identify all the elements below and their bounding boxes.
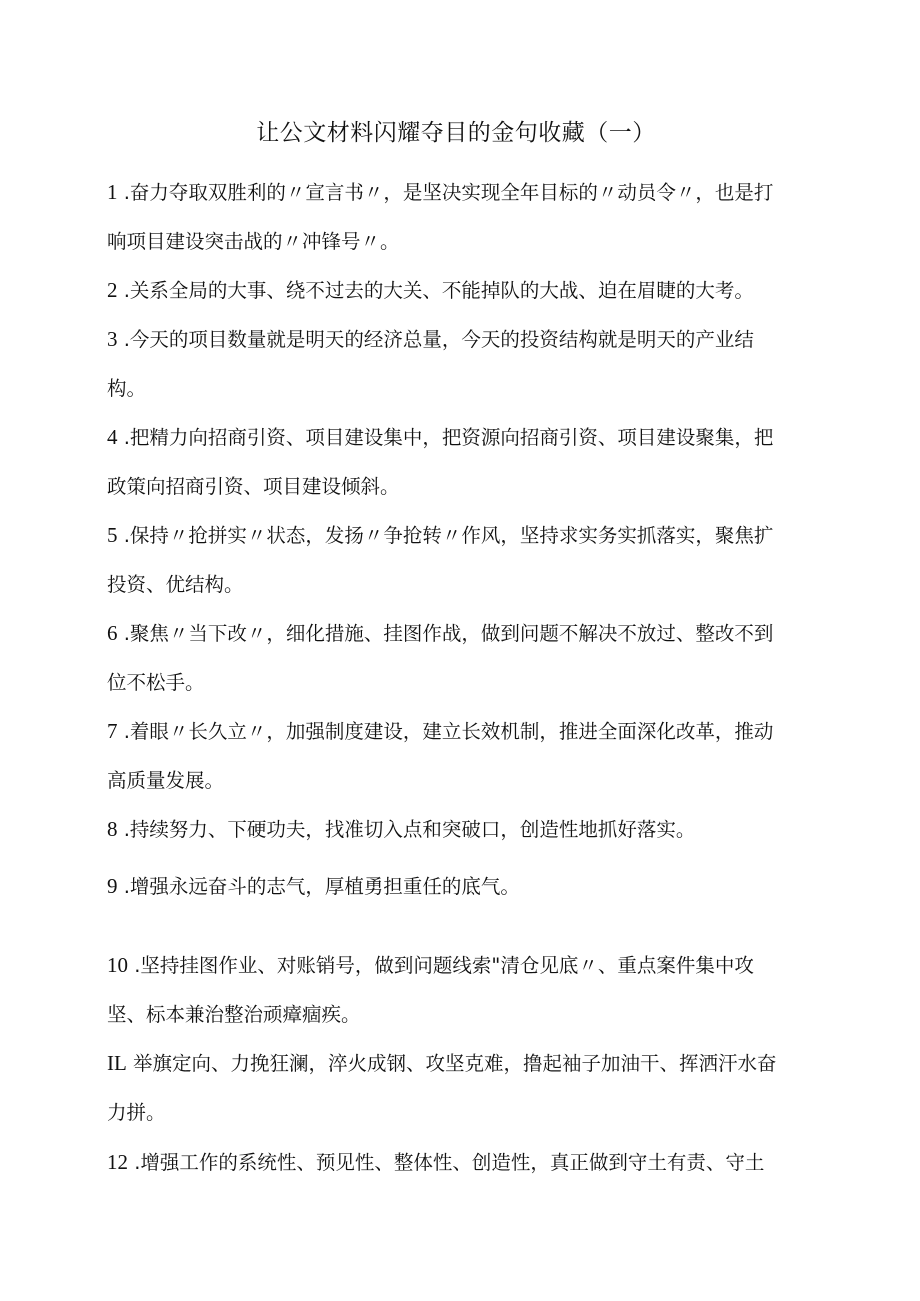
item-text: 坚、标本兼治整治顽瘴痼疾。 [107,1003,361,1026]
item-text: .聚焦〃当下改〃，细化措施、挂图作战，做到问题不解决不放过、整改不到 [123,622,774,645]
item-text: 响项目建设突击战的〃冲锋号〃。 [107,230,400,253]
item-text: .今天的项目数量就是明天的经济总量，今天的投资结构就是明天的产业结 [123,328,754,351]
item-number: 12 [107,1150,128,1174]
item-number: 7 [107,719,118,743]
list-item [107,609,807,707]
item-text: .关系全局的大事、绕不过去的大关、不能掉队的大战、迫在眉睫的大考。 [123,279,754,302]
item-text: .奋力夺取双胜利的〃宣言书〃，是坚决实现全年目标的〃动员令〃，也是打 [123,181,774,204]
page-title: 让公文材料闪耀夺目的金句收藏（一） [256,120,656,146]
item-text: 举旗定向、力挽狂澜，淬火成钢、攻坚克难，撸起袖子加油干、挥洒汗水奋 [133,1052,777,1075]
item-number: 5 [107,523,118,547]
item-text: 政策向招商引资、项目建设倾斜。 [107,475,400,498]
list-item [107,1138,807,1187]
item-text: .着眼〃长久立〃，加强制度建设，建立长效机制，推进全面深化改革，推动 [123,720,774,743]
list-item [107,315,807,413]
item-number: 1 [107,180,118,204]
list-item [107,266,807,315]
item-text: 投资、优结构。 [107,573,244,596]
item-text: .持续努力、下硬功夫，找准切入点和突破口，创造性地抓好落实。 [123,818,696,841]
item-text: 力拼。 [107,1101,166,1124]
item-text: 位不松手。 [107,671,205,694]
item-number: 8 [107,817,118,841]
list-item [107,413,807,511]
item-text: 构。 [107,377,147,400]
item-text: .坚持挂图作业、对账销号，做到问题线索"清仓见底〃、重点案件集中攻 [134,954,754,977]
list-item [107,941,807,1039]
item-text: .保持〃抢拼实〃状态，发扬〃争抢转〃作风，坚持求实务实抓落实，聚焦扩 [123,524,774,547]
item-number: IL [107,1051,127,1075]
item-number: 9 [107,874,118,898]
item-number: 4 [107,425,118,449]
list-item [107,1039,807,1137]
list-item [107,511,807,609]
item-text: .增强永远奋斗的志气，厚植勇担重任的底气。 [123,875,520,898]
list-item [107,168,807,266]
item-text: 高质量发展。 [107,769,225,792]
item-number: 3 [107,327,118,351]
item-text: .把精力向招商引资、项目建设集中，把资源向招商引资、项目建设聚集，把 [123,426,774,449]
list-item [107,707,807,805]
item-text: .增强工作的系统性、预见性、整体性、创造性，真正做到守土有责、守土 [134,1151,765,1174]
item-number: 6 [107,621,118,645]
list-item [107,862,807,911]
list-item [107,805,807,854]
item-number: 10 [107,953,128,977]
item-number: 2 [107,278,118,302]
